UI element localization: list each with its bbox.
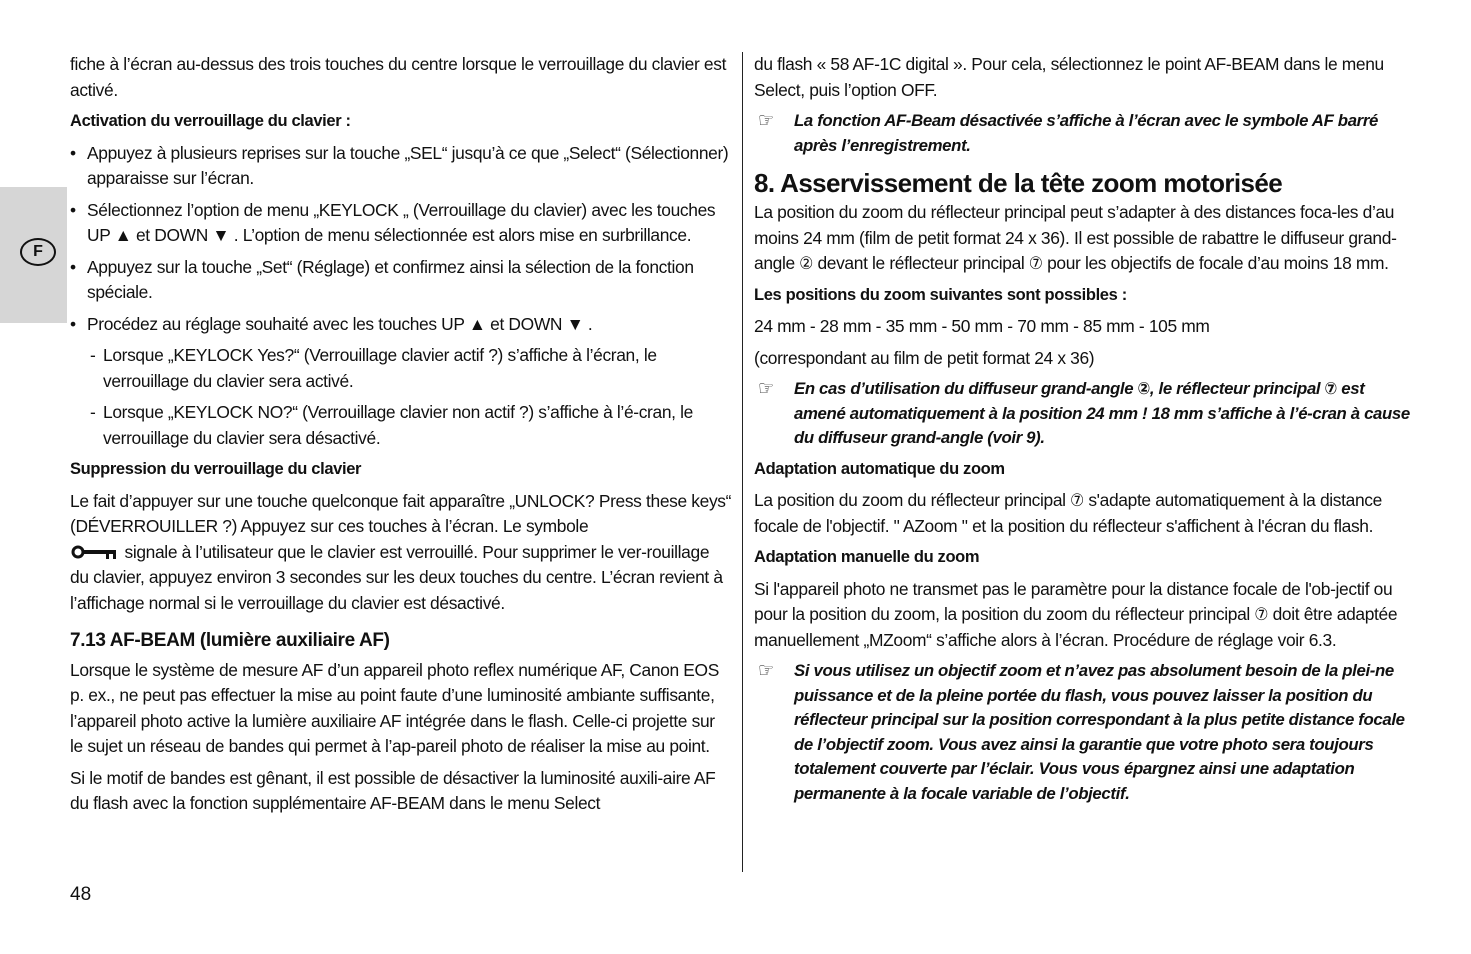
pointing-hand-icon: ☞ [758,378,774,400]
heading-suppression: Suppression du verrouillage du clavier [70,460,362,478]
sub-list-item: - Lorsque „KEYLOCK NO?“ (Verrouillage clavier non actif ?) s’affiche à l’é-cran, le verrouillage du clavier sera désactivé. [90,402,693,448]
list-item: • Procédez au réglage souhaité avec les touches UP ▲ et DOWN ▼ . [70,313,593,334]
list-item: • Appuyez à plusieurs reprises sur la touche „SEL“ jusqu’à ce que „Select“ (Sélectionner) apparaisse sur l’écran. [70,142,729,188]
paragraph: La position du zoom du réflecteur principal peut s’adapter à des distances foca-les d’au moins 24 mm (film de petit format 24 x 36). Il est possible de rabattre le diffuseur grand-angle ② devant le réflecteur principal ⑦ pour les objectifs de focale d’au moins 18 mm. [754,202,1397,273]
paragraph: Si le motif de bandes est gênant, il est possible de désactiver la luminosité auxili-aire AF du flash avec la fonction supplémentaire AF-BEAM dans le menu Select [70,767,716,813]
right-column [754,52,1414,812]
heading-activation: Activation du verrouillage du clavier : [70,112,351,130]
paragraph: (correspondant au film de petit format 24 x 36) [754,347,1095,368]
page-number: 48 [70,884,92,905]
heading-af-beam: 7.13 AF-BEAM (lumière auxiliaire AF) [70,630,390,651]
left-column [70,52,732,823]
note: ☞ En cas d’utilisation du diffuseur grand-angle ②, le réflecteur principal ⑦ est amené automatiquement à la position 24 mm ! 18 mm s’affiche à l’é-cran à cause du diffuseur grand-angle (voir 9). [754,377,1414,451]
note: ☞ La fonction AF-Beam désactivée s’affiche à l’écran avec le symbole AF barré après l’enregistrement. [754,109,1414,158]
list-item: • Sélectionnez l’option de menu „KEYLOCK „ (Verrouillage du clavier) avec les touches UP ▲ et DOWN ▼ . L’option de menu sélectionnée est alors mise en surbrillance. [70,199,716,245]
list-item: • Appuyez sur la touche „Set“ (Réglage) et confirmez ainsi la sélection de la fonction spéciale. [70,256,694,302]
paragraph: 24 mm - 28 mm - 35 mm - 50 mm - 70 mm - 85 mm - 105 mm [754,316,1210,336]
paragraph: Lorsque le système de mesure AF d’un appareil photo reflex numérique AF, Canon EOS p. ex., ne peut pas effectuer la mise au point faute d’une luminosité ambiante suffisante, l’appareil photo active la lumière auxiliaire AF intégrée dans le flash. Celle-ci projette sur le sujet un réseau de bandes qui permet à l’ap-pareil photo de réaliser la mise au point. [70,659,719,756]
key-icon [70,541,120,555]
heading-manual: Adaptation manuelle du zoom [754,548,980,566]
heading-auto: Adaptation automatique du zoom [754,459,1005,478]
paragraph: du flash « 58 AF-1C digital ». Pour cela, sélectionnez le point AF-BEAM dans le menu Select, puis l’option OFF. [754,54,1384,100]
note: ☞ Si vous utilisez un objectif zoom et n’avez pas absolument besoin de la plei-ne puissance et de la pleine portée du flash, vous pouvez laisser la position du réflecteur principal sur la position correspondant à la plus petite distance focale de l’objectif zoom. Vous avez ainsi la garantie que votre photo sera toujours totalement couverte par l’éclair. Vous vous épargnez ainsi une adaptation permanente à la focale variable de l’objectif. [754,659,1414,806]
paragraph-unlock: Le fait d’appuyer sur une touche quelconque fait apparaître „UNLOCK? Press these keys“ (DÉVERROUILLER ?) Appuyez sur ces touches à l’écran. Le symbole signale à l’utilisateur que le clavier est verrouillé. Pour supprimer le ver-rouillage du clavier, appuyez environ 3 secondes sur les deux touches du centre. L’écran revient à l’affichage normal si le verrouillage du clavier est désactivé. [70,490,732,613]
paragraph: fiche à l’écran au-dessus des trois touches du centre lorsque le verrouillage du clavier est activé. [70,54,727,100]
heading-positions: Les positions du zoom suivantes sont possibles : [754,285,1127,304]
paragraph: La position du zoom du réflecteur principal ⑦ s'adapte automatiquement à la distance focale de l'objectif. " AZoom " et la position du réflecteur s'affichent à l'écran du flash. [754,490,1382,536]
section-heading: 8. Asservissement de la tête zoom motorisée [754,168,1283,198]
column-divider [742,52,743,872]
pointing-hand-icon: ☞ [758,660,774,682]
paragraph: Si l'appareil photo ne transmet pas le paramètre pour la distance focale de l'ob-jectif ou pour la position du zoom, la position du zoom du réflecteur principal ⑦ doit être adaptée manuellement „MZoom“ s’affiche alors à l’écran. Procédure de réglage voir 6.3. [754,578,1398,650]
pointing-hand-icon: ☞ [758,110,774,132]
language-badge: F [20,238,56,266]
sub-list-item: - Lorsque „KEYLOCK Yes?“ (Verrouillage clavier actif ?) s’affiche à l’écran, le verrouillage du clavier sera activé. [90,345,657,391]
